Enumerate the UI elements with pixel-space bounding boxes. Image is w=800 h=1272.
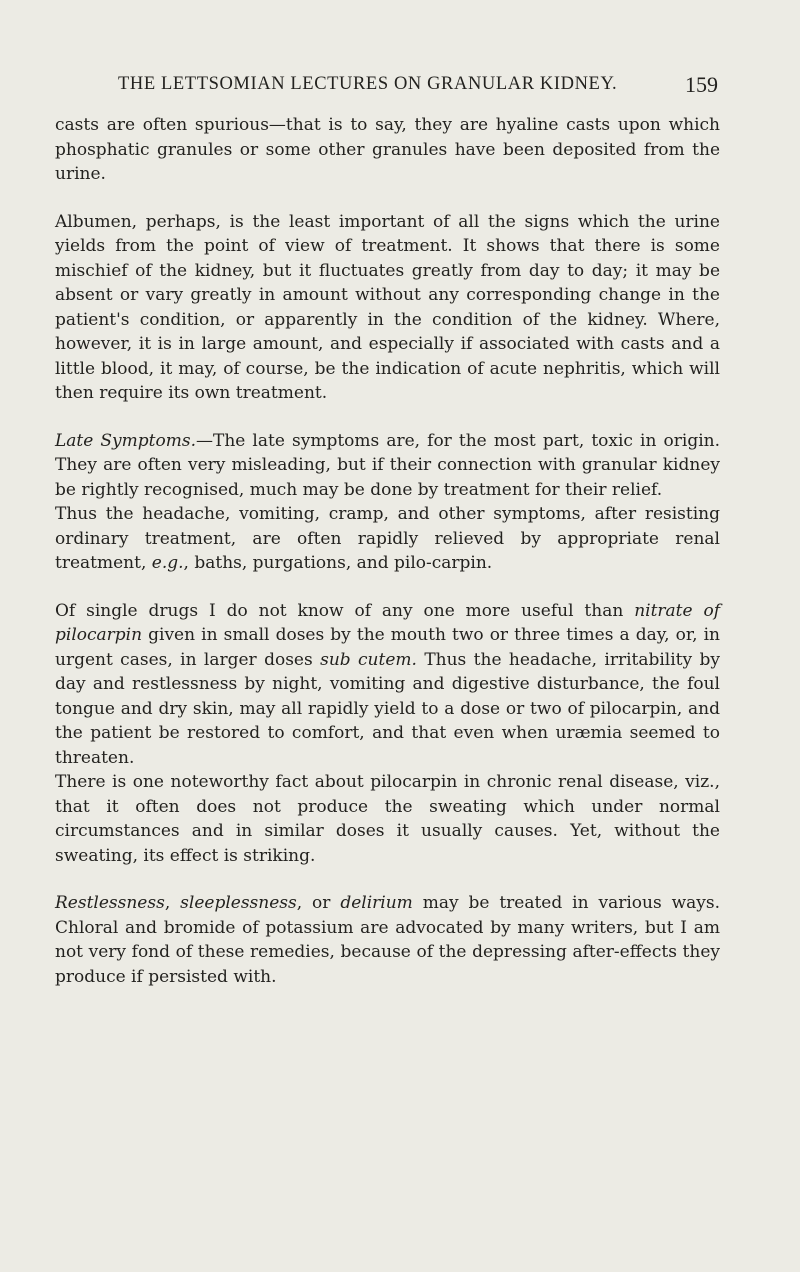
italic-restlessness: Restlessness [55,893,165,913]
paragraph-text: Thus the headache, irritability by day and restlessness by night, vomiting and digestive disturbance, the foul tongue and dry skin, may all rapidly yield to a dose or two of pilocarpin, and the patient be restored to comfort, and that even when uræmia seemed to threaten. [55,649,720,768]
paragraph-albumen: Albumen, perhaps, is the least important of all the signs which the urine yields from the point of view of treatment. It shows that there is some mischief of the kidney, but it fluctuates greatly from day to day; it may be absent or vary greatly in amount without any corresponding change in the patient's condition, or apparently in the condition of the kidney. Where, however, it is in large amount, and especially if associated with casts and a little blood, it may, of course, be the indication of acute nephritis, which will then require its own treatment. [55,211,720,403]
paragraph-headache-treatment [55,502,720,576]
paragraph-text: , or [296,893,341,913]
paragraph-sweating: There is one noteworthy fact about pilocarpin in chronic renal disease, viz., that it often does not produce the sweating which under normal circumstances and in similar doses it usually causes. Yet, without the sweating, its effect is striking. [55,772,720,866]
italic-sub-cutem: sub cutem. [320,649,417,670]
paragraph-text: given in small doses by the mouth two or three times a day, or, in urgent cases, in larger doses [55,625,720,670]
running-head [118,74,718,100]
running-title: THE LETTSOMIAN LECTURES ON GRANULAR KIDNEY. [118,74,618,94]
paragraph-text: , baths, purgations, and pilo-carpin. [183,553,493,573]
page-number: 159 [685,72,718,97]
paragraph-pilocarpin [55,599,720,771]
paragraph-text: , [164,893,181,913]
italic-eg: e.g. [151,553,184,573]
paragraph-text: —The late symptoms are, for the most part, toxic in origin. They are often very misleading, but if their connection with granular kidney be rightly recognised, much may be done by treatment for their relief. [55,430,720,500]
section-heading-late-symptoms: Late Symptoms. [55,430,196,451]
paragraph-text: may be treated in various ways. Chloral and bromide of potassium are advocated by many writers, but I am not very fond of these remedies, because of the depressing after-effects they produce if persisted with. [55,893,721,987]
paragraph-text: Thus the headache, vomiting, cramp, and other symptoms, after resisting ordinary treatment, are often rapidly relieved by appropriate renal treatment, [55,504,720,573]
italic-drug-name: nitrate of pilocarpin [55,600,720,645]
paragraph-text: Of single drugs I do not know of any one more useful than [55,600,635,621]
italic-sleeplessness: sleeplessness [180,893,297,913]
body-text [55,113,720,989]
italic-delirium: delirium [340,893,413,913]
paragraph-restlessness [55,891,720,989]
paragraph-casts: casts are often spurious—that is to say, they are hyaline casts upon which phosphatic granules or some other granules have been deposited from the urine. [55,115,720,184]
paragraph-late-symptoms [55,429,720,503]
